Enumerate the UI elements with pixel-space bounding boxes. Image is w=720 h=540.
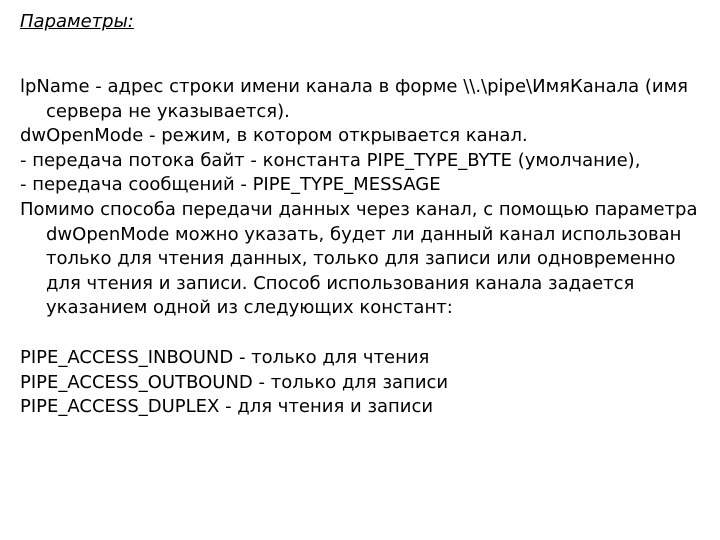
paragraph-spacer [20,321,710,346]
section-heading: Параметры: [20,11,134,32]
param-dwopenmode-description: dwOpenMode - режим, в котором открывается канал. [20,125,528,147]
body-text [20,75,710,420]
list-item-message-mode: - передача сообщений - PIPE_TYPE_MESSAGE [20,174,441,196]
constant-access-inbound: PIPE_ACCESS_INBOUND - только для чтения [20,346,430,368]
constant-access-duplex: PIPE_ACCESS_DUPLEX - для чтения и записи [20,396,434,418]
param-lpname-description: lpName - адрес строки имени канала в форме \\.\pipe\ИмяКанала (имя сервера не указывается). [20,76,688,122]
constant-access-outbound: PIPE_ACCESS_OUTBOUND - только для записи [20,371,449,393]
access-mode-explanation: Помимо способа передачи данных через канал, с помощью параметра dwOpenMode можно указать, будет ли данный канал использован только для чтения данных, только для записи или одновременно для чтения и записи. Способ использования канала задается указанием одной из следующих констант: [20,198,698,319]
list-item-byte-mode: - передача потока байт - константа PIPE_TYPE_BYTE (умолчание), [20,149,641,171]
